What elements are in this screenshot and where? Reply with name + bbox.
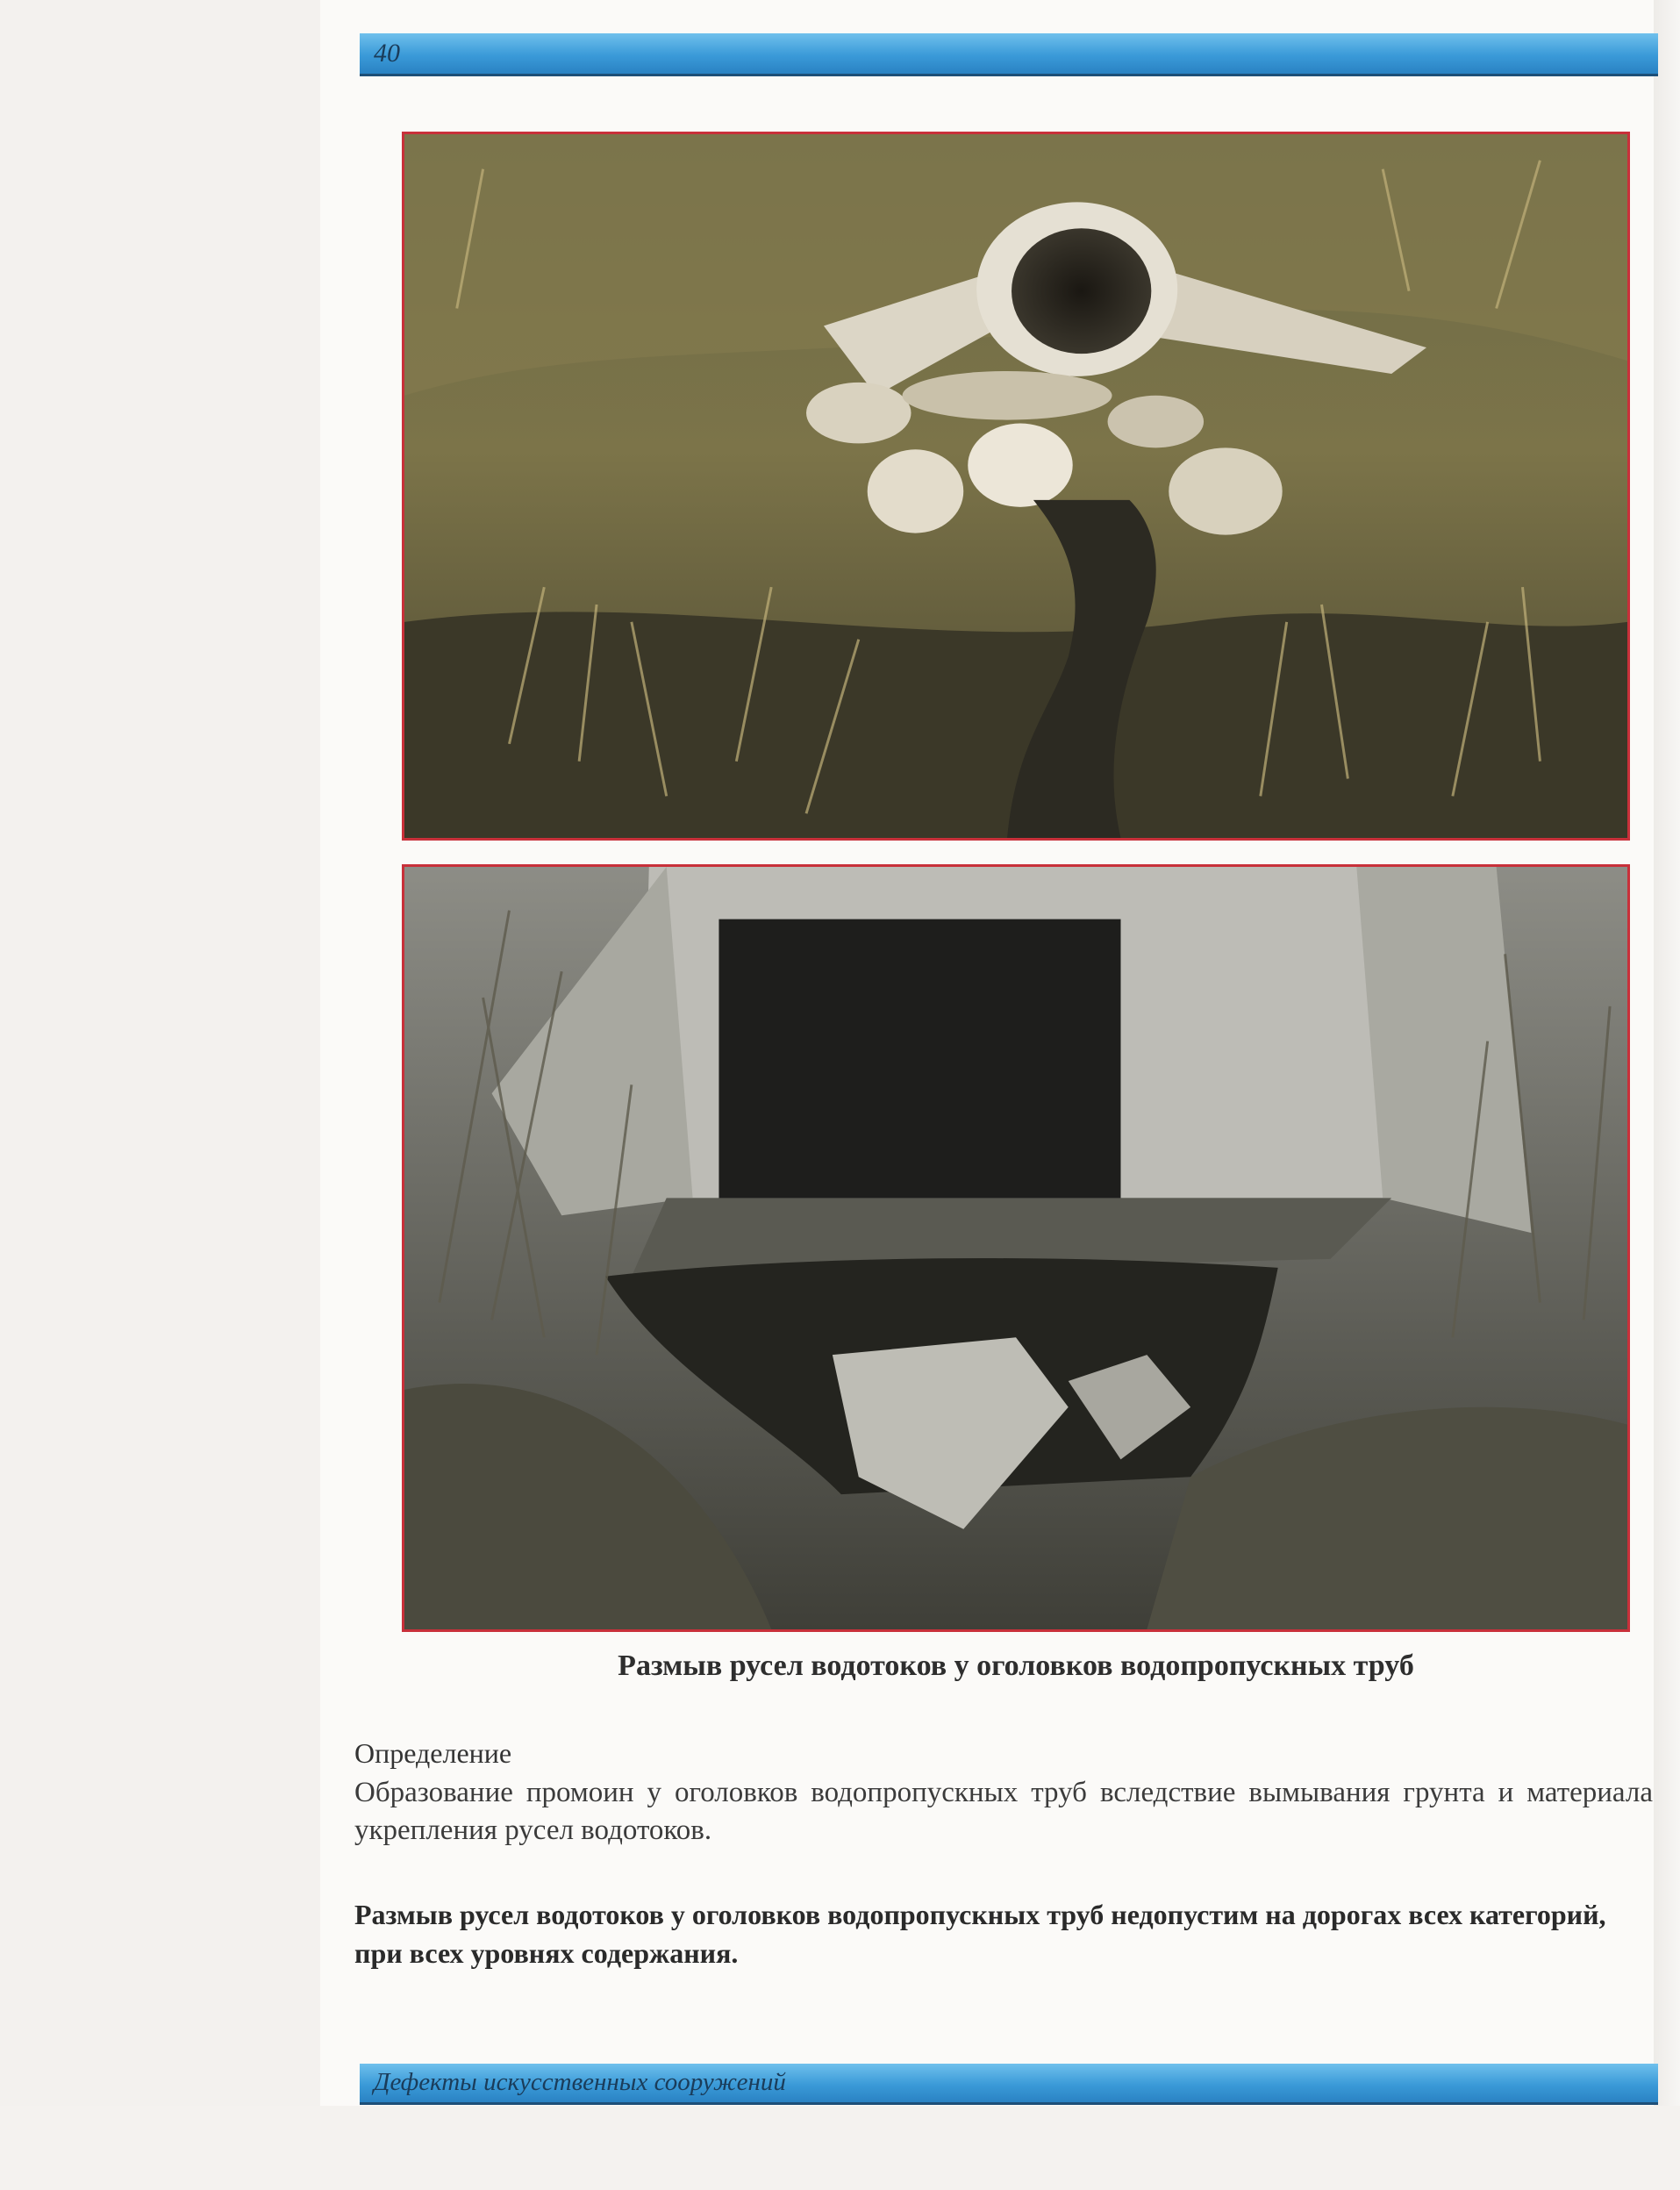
footer-bar	[360, 2064, 1658, 2105]
figure-caption: Размыв русел водотоков у оголовков водопропускных труб	[618, 1650, 1414, 1682]
culvert-pipe-inlet-photo	[402, 132, 1630, 841]
box-culvert-outlet-photo	[402, 864, 1630, 1632]
definition-heading: Определение	[354, 1737, 512, 1769]
scan-bottom-margin	[0, 2106, 1680, 2190]
definition-text: Образование промоин у оголовков водопропускных труб вследствие вымывания грунта и материала укрепления русел водотоков.	[354, 1777, 1653, 1846]
requirement-text: Размыв русел водотоков у оголовков водопропускных труб недопустим на дорогах всех категорий, при всех уровнях содержания.	[354, 1899, 1606, 1969]
section-title: Дефекты искусственных сооружений	[374, 2068, 786, 2096]
page-number: 40	[374, 39, 400, 68]
header-bar	[360, 33, 1658, 76]
